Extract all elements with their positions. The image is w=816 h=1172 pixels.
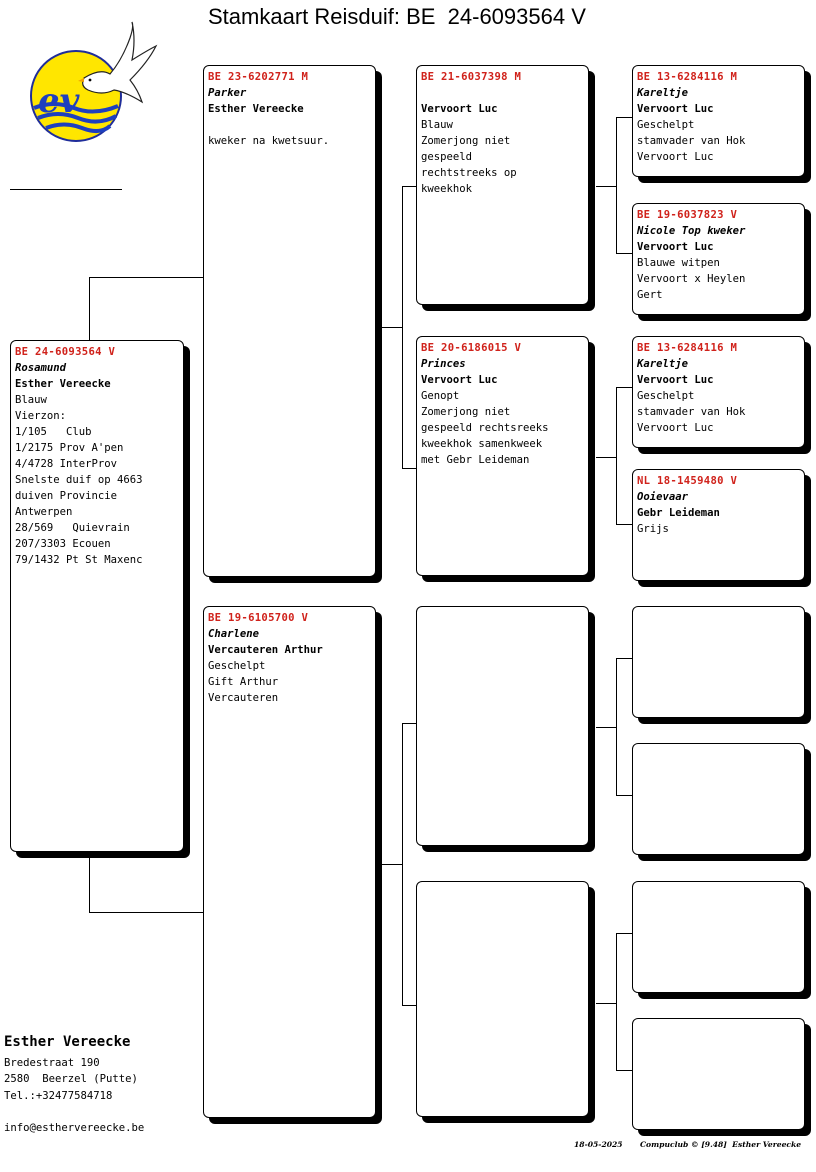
owner-street: Bredestraat 190 (4, 1056, 100, 1069)
connector-line (402, 723, 416, 724)
pigeon-owner: Esther Vereecke (15, 378, 111, 390)
page-title: Stamkaart Reisduif: BE 24-6093564 V (208, 4, 586, 29)
detail-line: Antwerpen (15, 506, 73, 518)
connector-line (616, 933, 632, 934)
connector-line (596, 727, 616, 728)
detail-line: Blauwe witpen (637, 257, 720, 269)
pigeon-owner: Vervoort Luc (421, 374, 498, 386)
ring-number: BE 13-6284116 M (637, 342, 738, 354)
connector-line (616, 658, 617, 795)
footer-date: 18-05-2025 (574, 1140, 623, 1149)
connector-line (89, 277, 90, 340)
connector-line (616, 658, 632, 659)
detail-line: stamvader van Hok (637, 135, 746, 147)
pigeon-name: Rosamund (15, 362, 67, 374)
ring-number: BE 19-6037823 V (637, 209, 738, 221)
detail-line: stamvader van Hok (637, 406, 746, 418)
detail-line: 1/105 Club (15, 426, 92, 438)
pigeon-owner: Vervoort Luc (421, 103, 498, 115)
detail-line: Vierzon: (15, 410, 67, 422)
club-logo (26, 20, 160, 146)
pigeon-card-fm[interactable] (416, 336, 589, 576)
connector-line (596, 1003, 616, 1004)
detail-line: Genopt (421, 390, 460, 402)
pigeon-name: Kareltje (637, 358, 689, 370)
pigeon-owner: Esther Vereecke (208, 103, 304, 115)
ring-number: BE 13-6284116 M (637, 71, 738, 83)
ring-number: BE 24-6093564 V (15, 346, 116, 358)
owner-name: Esther Vereecke (4, 1034, 131, 1050)
detail-line: kweekhok (421, 183, 473, 195)
pigeon-card-mother[interactable] (203, 606, 376, 1118)
ring-number: BE 19-6105700 V (208, 612, 309, 624)
detail-line: Grijs (637, 523, 669, 535)
detail-line: 207/3303 Ecouen (15, 538, 111, 550)
detail-line: Gift Arthur (208, 676, 279, 688)
pigeon-name (421, 85, 584, 101)
detail-line: Geschelpt (637, 119, 695, 131)
pigeon-owner: Vervoort Luc (637, 241, 714, 253)
owner-address-block (4, 1034, 144, 1137)
detail-line: gespeeld rechtsreeks (421, 422, 549, 434)
pigeon-card-mm-empty[interactable] (416, 881, 589, 1117)
footer-software: Compuclub © [9.48] Esther Vereecke (640, 1140, 802, 1149)
detail-line: rechtstreeks op (421, 167, 517, 179)
logo-underline (10, 189, 122, 190)
pigeon-owner: Vervoort Luc (637, 374, 714, 386)
pigeon-name: Nicole Top kweker (637, 225, 746, 237)
ring-number: BE 23-6202771 M (208, 71, 309, 83)
pigeon-card-empty[interactable] (632, 1018, 805, 1130)
connector-line (596, 457, 616, 458)
connector-line (616, 795, 632, 796)
connector-line (616, 524, 632, 525)
detail-line: 1/2175 Prov A'pen (15, 442, 124, 454)
owner-email-link[interactable]: info@esthervereecke.be (4, 1122, 145, 1134)
pigeon-card-fmm[interactable] (632, 469, 805, 581)
pigeon-card-ffm[interactable] (632, 203, 805, 315)
detail-line: Zomerjong niet (421, 135, 511, 147)
pigeon-card-empty[interactable] (632, 606, 805, 718)
connector-line (402, 186, 403, 468)
connector-line (616, 387, 617, 524)
connector-line (616, 117, 617, 253)
connector-line (402, 186, 416, 187)
ring-number: BE 21-6037398 M (421, 71, 522, 83)
connector-line (382, 864, 402, 865)
ring-number: BE 20-6186015 V (421, 342, 522, 354)
pigeon-name: Parker (208, 87, 247, 99)
connector-line (616, 253, 632, 254)
pigeon-name: Charlene (208, 628, 260, 640)
detail-line: Vervoort Luc (637, 151, 714, 163)
connector-line (382, 327, 402, 328)
pigeon-card-empty[interactable] (632, 743, 805, 855)
detail-line: Zomerjong niet (421, 406, 511, 418)
owner-phone: Tel.:+32477584718 (4, 1089, 113, 1102)
owner-spacer (4, 1104, 144, 1120)
detail-line: kweker na kwetsuur. (208, 135, 330, 147)
detail-line: Geschelpt (637, 390, 695, 402)
pigeon-card-ff[interactable] (416, 65, 589, 305)
pigeon-card-fff[interactable] (632, 65, 805, 177)
pigeon-name: Princes (421, 358, 466, 370)
detail-line: 28/569 Quievrain (15, 522, 130, 534)
owner-city: 2580 Beerzel (Putte) (4, 1073, 138, 1085)
pigeon-card-fmf[interactable] (632, 336, 805, 448)
detail-line (208, 117, 371, 133)
detail-line: 4/4728 InterProv (15, 458, 118, 470)
connector-line (616, 387, 632, 388)
detail-line: met Gebr Leideman (421, 454, 530, 466)
pigeon-name: Kareltje (637, 87, 689, 99)
detail-line: Geschelpt (208, 660, 266, 672)
connector-line (616, 933, 617, 1070)
connector-line (616, 1070, 632, 1071)
detail-line: gespeeld (421, 151, 473, 163)
pigeon-card-mf-empty[interactable] (416, 606, 589, 846)
ring-number: NL 18-1459480 V (637, 475, 738, 487)
pigeon-owner: Vercauteren Arthur (208, 644, 323, 656)
connector-line (402, 468, 416, 469)
detail-line: Vervoort Luc (637, 422, 714, 434)
pigeon-owner: Gebr Leideman (637, 507, 720, 519)
detail-line: Snelste duif op 4663 (15, 474, 143, 486)
detail-line: 79/1432 Pt St Maxenc (15, 554, 143, 566)
detail-line: Vervoort x Heylen (637, 273, 746, 285)
detail-line: Gert (637, 289, 663, 301)
detail-line: kweekhok samenkweek (421, 438, 543, 450)
connector-line (402, 723, 403, 1005)
pigeon-card-subject[interactable] (10, 340, 184, 852)
pigeon-card-empty[interactable] (632, 881, 805, 993)
pigeon-owner: Vervoort Luc (637, 103, 714, 115)
logo-letters: ev (38, 81, 80, 121)
pigeon-name: Ooievaar (637, 491, 689, 503)
detail-line: duiven Provincie (15, 490, 118, 502)
connector-line (402, 1005, 416, 1006)
detail-line: Blauw (421, 119, 453, 131)
detail-line: Vercauteren (208, 692, 279, 704)
pigeon-card-father[interactable] (203, 65, 376, 577)
connector-line (89, 857, 90, 912)
detail-line: Blauw (15, 394, 47, 406)
connector-line (616, 117, 632, 118)
connector-line (89, 277, 204, 278)
connector-line (596, 186, 616, 187)
connector-line (89, 912, 204, 913)
